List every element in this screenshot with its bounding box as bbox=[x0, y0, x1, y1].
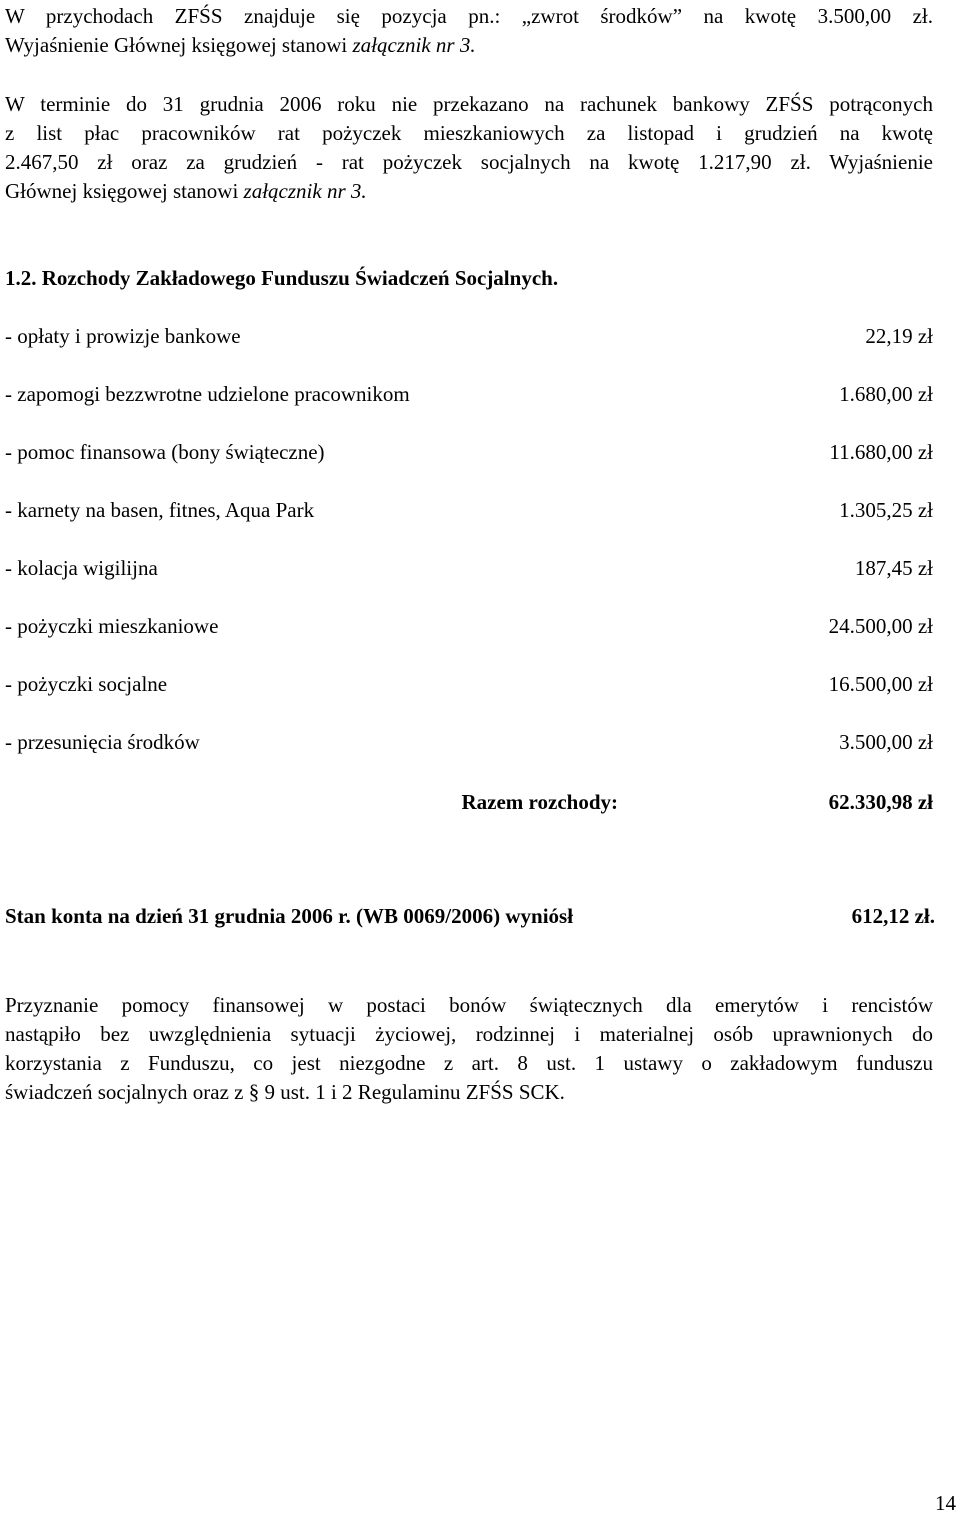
expense-row bbox=[5, 728, 933, 757]
closing-line-2: nastąpiło bez uwzględnienia sytuacji życiowej, rodzinnej i materialnej osób uprawnionych do bbox=[5, 1022, 933, 1046]
expense-row bbox=[5, 438, 933, 467]
page-number: 14 bbox=[935, 1491, 956, 1515]
intro-paragraph-2-line-1: W terminie do 31 grudnia 2006 roku nie przekazano na rachunek bankowy ZFŚS potrąconych bbox=[5, 92, 933, 116]
intro-paragraph-2-line-4 bbox=[5, 177, 933, 206]
expense-label: - karnety na basen, fitnes, Aqua Park bbox=[5, 498, 315, 522]
expense-label: - opłaty i prowizje bankowe bbox=[5, 324, 241, 348]
expense-row bbox=[5, 380, 933, 409]
attachment-reference: załącznik nr 3. bbox=[243, 179, 367, 203]
intro-paragraph-2 bbox=[5, 90, 933, 206]
balance-label: Stan konta na dzień 31 grudnia 2006 r. (WB 0069/2006) wyniósł bbox=[5, 904, 574, 928]
intro-paragraph-1-line-2 bbox=[5, 31, 933, 60]
closing-paragraph bbox=[5, 991, 933, 1107]
expense-amount: 187,45 zł bbox=[854, 556, 933, 580]
balance-row bbox=[5, 902, 933, 931]
expense-amount: 16.500,00 zł bbox=[828, 672, 933, 696]
expense-label: - pomoc finansowa (bony świąteczne) bbox=[5, 440, 325, 464]
expense-label: - pożyczki socjalne bbox=[5, 672, 168, 696]
expense-amount: 1.305,25 zł bbox=[839, 498, 933, 522]
expense-row bbox=[5, 322, 933, 351]
expense-amount: 1.680,00 zł bbox=[839, 382, 933, 406]
expense-amount: 3.500,00 zł bbox=[839, 730, 933, 754]
intro-paragraph-1 bbox=[5, 2, 933, 60]
expense-amount: 22,19 zł bbox=[865, 324, 933, 348]
expense-label: - pożyczki mieszkaniowe bbox=[5, 614, 219, 638]
attachment-reference: załącznik nr 3. bbox=[352, 33, 476, 57]
explanation-text: Wyjaśnienie Głównej księgowej stanowi bbox=[5, 33, 353, 57]
intro-paragraph-1-line-1: W przychodach ZFŚS znajduje się pozycja pn.: „zwrot środków” na kwotę 3.500,00 zł. bbox=[5, 4, 933, 28]
expense-label: - kolacja wigilijna bbox=[5, 556, 158, 580]
expense-label: - przesunięcia środków bbox=[5, 730, 200, 754]
total-label: Razem rozchody: bbox=[461, 790, 618, 814]
closing-line-4: świadczeń socjalnych oraz z § 9 ust. 1 i 2 Regulaminu ZFŚS SCK. bbox=[5, 1080, 565, 1104]
closing-line-3: korzystania z Funduszu, co jest niezgodne z art. 8 ust. 1 ustawy o zakładowym funduszu bbox=[5, 1051, 933, 1075]
expense-amount: 11.680,00 zł bbox=[829, 440, 933, 464]
expense-row bbox=[5, 670, 933, 699]
closing-line-1: Przyznanie pomocy finansowej w postaci bonów świątecznych dla emerytów i rencistów bbox=[5, 993, 933, 1017]
explanation-text: Głównej księgowej stanowi bbox=[5, 179, 244, 203]
balance-amount: 612,12 zł. bbox=[851, 904, 935, 928]
expense-row bbox=[5, 554, 933, 583]
expense-amount: 24.500,00 zł bbox=[828, 614, 933, 638]
expense-row bbox=[5, 496, 933, 525]
section-heading: 1.2. Rozchody Zakładowego Funduszu Świadczeń Socjalnych. bbox=[5, 266, 559, 290]
total-amount: 62.330,98 zł bbox=[828, 790, 933, 814]
intro-paragraph-2-line-2: z list płac pracowników rat pożyczek mieszkaniowych za listopad i grudzień na kwotę bbox=[5, 121, 933, 145]
intro-paragraph-2-line-3: 2.467,50 zł oraz za grudzień - rat pożyczek socjalnych na kwotę 1.217,90 zł. Wyjaśnienie bbox=[5, 150, 933, 174]
total-row bbox=[5, 788, 933, 817]
expense-row bbox=[5, 612, 933, 641]
expense-label: - zapomogi bezzwrotne udzielone pracownikom bbox=[5, 382, 410, 406]
